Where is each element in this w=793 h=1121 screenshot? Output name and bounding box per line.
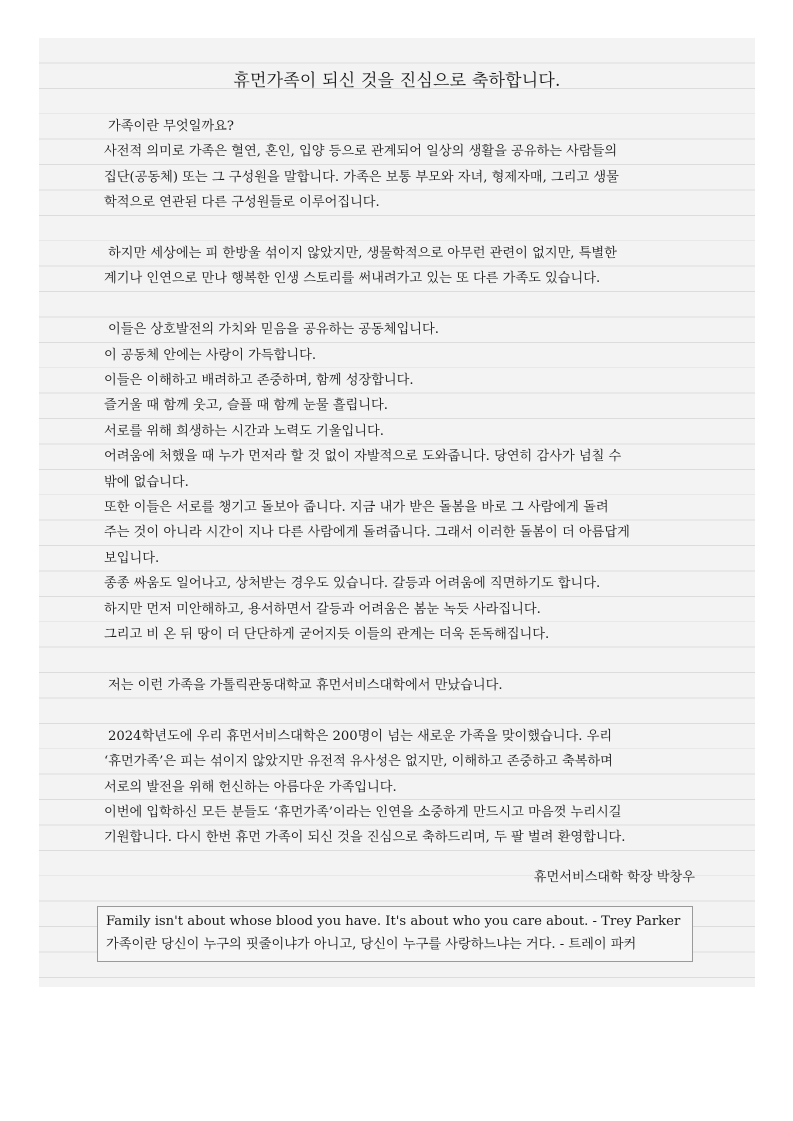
text-line: ‘휴먼가족’은 피는 섞이지 않았지만 유전적 유사성은 없지만, 이해하고 존중하고 축복하며 [104,754,613,770]
text-line: 어려움에 처했을 때 누가 먼저라 할 것 없이 자발적으로 도와줍니다. 당연히 감사가 넘칠 수 [104,449,622,465]
text-line: 또한 이들은 서로를 챙기고 돌보아 줍니다. 지금 내가 받은 돌봄을 바로 그 사람에게 돌려 [104,500,609,516]
text-line: 계기나 인연으로 만나 행복한 인생 스토리를 써내려가고 있는 또 다른 가족도 있습니다. [104,271,601,287]
paragraph-met [104,673,694,698]
paragraph-community [104,317,694,647]
paragraph-gap [104,698,694,723]
text-line: 집단(공동체) 또는 그 구성원을 말합니다. 가족은 보통 부모와 자녀, 형제자매, 그리고 생물 [104,169,619,185]
document-page [39,38,755,987]
quote-korean: 가족이란 당신이 누구의 핏줄이냐가 아니고, 당신이 누구를 사랑하느냐는 거다. - 트레이 파커 [106,937,637,952]
paragraph-intro [104,114,694,216]
quote-box [97,906,693,962]
signature: 휴먼서비스대학 학장 박창우 [533,870,695,885]
text-line: 보입니다. [104,550,160,566]
paragraph-other-family [104,241,694,292]
text-line: 기원합니다. 다시 한번 휴먼 가족이 되신 것을 진심으로 축하드리며, 두 팔 벌려 환영합니다. [104,830,626,846]
text-line: 종종 싸움도 일어나고, 상처받는 경우도 있습니다. 갈등과 어려움에 직면하기도 합니다. [104,576,601,592]
text-line: 하지만 먼저 미안해하고, 용서하면서 갈등과 어려움은 봄눈 녹듯 사라집니다. [104,601,541,617]
document-body [104,114,694,851]
paragraph-welcome [104,724,694,851]
quote-english: Family isn't about whose blood you have. It's about who you care about. - Trey Parker [106,914,681,929]
text-line: 밖에 없습니다. [104,474,189,490]
text-line: 즐거울 때 함께 웃고, 슬플 때 함께 눈물 흘립니다. [104,398,388,414]
text-line: 서로를 위해 희생하는 시간과 노력도 기울입니다. [104,423,384,439]
paragraph-gap [104,216,694,241]
text-line: 주는 것이 아니라 시간이 지나 다른 사람에게 돌려줍니다. 그래서 이러한 돌봄이 더 아름답게 [104,525,630,541]
paragraph-gap [104,292,694,317]
text-line: 이들은 상호발전의 가치와 믿음을 공유하는 공동체입니다. [108,322,439,338]
text-line: 사전적 의미로 가족은 혈연, 혼인, 입양 등으로 관계되어 일상의 생활을 공유하는 사람들의 [104,144,618,160]
text-line: 이 공동체 안에는 사랑이 가득합니다. [104,347,317,363]
text-line: 가족이란 무엇일까요? [108,119,234,134]
text-line: 그리고 비 온 뒤 땅이 더 단단하게 굳어지듯 이들의 관계는 더욱 돈독해집니다. [104,627,550,643]
text-line: 이번에 입학하신 모든 분들도 ‘휴먼가족’이라는 인연을 소중하게 만드시고 마음껏 누리시길 [104,804,622,820]
text-line: 학적으로 연관된 다른 구성원들로 이루어집니다. [104,195,380,211]
text-line: 이들은 이해하고 배려하고 존중하며, 함께 성장합니다. [104,373,414,389]
document-title: 휴먼가족이 되신 것을 진심으로 축하합니다. [233,71,561,91]
text-line: 2024학년도에 우리 휴먼서비스대학은 200명이 넘는 새로운 가족을 맞이했습니다. 우리 [108,728,613,744]
text-line: 하지만 세상에는 피 한방울 섞이지 않았지만, 생물학적으로 아무런 관련이 없지만, 특별한 [108,246,617,262]
paragraph-gap [104,648,694,673]
text-line: 저는 이런 가족을 가톨릭관동대학교 휴먼서비스대학에서 만났습니다. [108,677,503,693]
text-line: 서로의 발전을 위해 헌신하는 아름다운 가족입니다. [104,779,397,795]
